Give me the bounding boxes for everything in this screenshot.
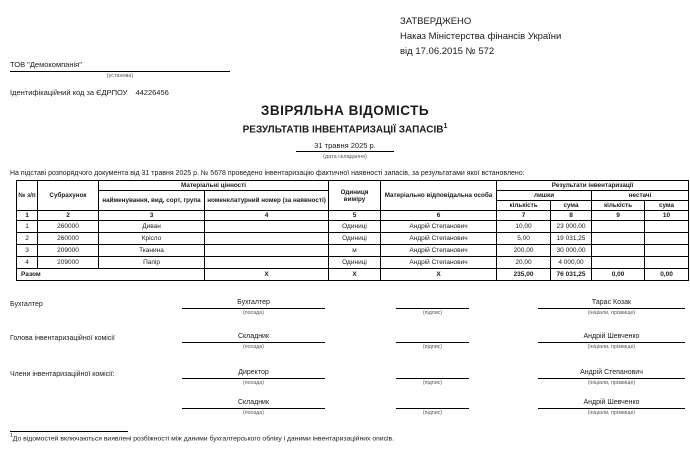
signature-position-value: Складник: [182, 333, 325, 343]
footnote: [10, 431, 680, 442]
document-date-caption: (дата складання): [323, 154, 367, 161]
col-num: 6: [381, 211, 497, 221]
cell-row-num: 1: [17, 221, 38, 233]
cell-shortage-sum: [645, 245, 689, 257]
col-header-shortage-qty: кількість: [592, 201, 645, 211]
cell-surplus-sum: 30 000,00: [551, 245, 592, 257]
organization-name: ТОВ "Демокомпанія": [10, 60, 230, 72]
approval-line-1: ЗАТВЕРДЖЕНО: [400, 16, 472, 27]
initials-caption: (ініціали, прізвище): [587, 380, 636, 386]
col-header-surplus-sum: сума: [551, 201, 592, 211]
footnote-separator: [10, 431, 128, 432]
col-num: 9: [592, 211, 645, 221]
table-row: [17, 221, 689, 233]
position-caption: (посада): [243, 410, 264, 416]
edrpou-value: 44226456: [135, 88, 169, 97]
cell-responsible: Андрій Степанович: [381, 245, 497, 257]
cell-nomenclature: [205, 221, 329, 233]
cell-shortage-sum: [645, 233, 689, 245]
cell-surplus-qty: 200,00: [497, 245, 551, 257]
cell-item-name: Тканина: [99, 245, 205, 257]
cell-shortage-qty: [592, 233, 645, 245]
signature-position-field: [182, 399, 325, 416]
total-surplus-qty: 235,00: [497, 269, 551, 281]
signature-role: Голова інвентаризаційної комісії: [10, 335, 115, 342]
cell-unit: Одиниці: [329, 257, 381, 269]
table-total-row: [17, 269, 689, 281]
cell-subaccount: 260000: [38, 233, 99, 245]
signature-position-field: [182, 333, 325, 350]
col-header-surplus-qty: кількість: [497, 201, 551, 211]
col-header-shortage: нестачі: [592, 191, 689, 201]
table-row: [17, 233, 689, 245]
position-caption: (посада): [243, 380, 264, 386]
cell-item-name: Папір: [99, 257, 205, 269]
cell-unit: м: [329, 245, 381, 257]
signature-sign-line: [396, 299, 469, 309]
cell-nomenclature: [205, 245, 329, 257]
signature-sign-field: [396, 369, 469, 386]
signature-role: Члени інвентаризаційної комісії:: [10, 371, 115, 378]
total-label: Разом: [17, 269, 205, 281]
signature-name-field: [538, 369, 685, 386]
signature-sign-field: [396, 299, 469, 316]
cell-surplus-sum: 19 031,25: [551, 233, 592, 245]
total-shortage-sum: 0,00: [645, 269, 689, 281]
total-x-nomenclature: X: [205, 269, 329, 281]
col-num: 10: [645, 211, 689, 221]
col-header-num: № з/п: [17, 181, 38, 211]
table-row: [17, 245, 689, 257]
signature-caption: (підпис): [422, 344, 443, 350]
cell-shortage-qty: [592, 257, 645, 269]
signature-name-value: Тарас Козак: [538, 299, 685, 309]
col-header-responsible: Матеріально відповідальна особа: [381, 181, 497, 211]
intro-paragraph: На підставі розпорядчого документа від 31 травня 2025 р. № 5678 проведено інвентаризацію фактичної наявності запасів, за результатами якої встановлено:: [10, 170, 525, 177]
col-header-name-kind: найменування, вид, сорт, група: [99, 191, 205, 211]
cell-shortage-sum: [645, 257, 689, 269]
inventory-table: [16, 180, 689, 281]
cell-surplus-sum: 4 000,00: [551, 257, 592, 269]
cell-subaccount: 209000: [38, 257, 99, 269]
cell-surplus-qty: 10,00: [497, 221, 551, 233]
table-row: [17, 257, 689, 269]
footnote-text-line: [10, 433, 680, 442]
col-num: 5: [329, 211, 381, 221]
approval-line-2: Наказ Міністерства фінансів України: [400, 31, 562, 42]
cell-surplus-qty: 20,00: [497, 257, 551, 269]
document-date: 31 травня 2025 р.: [296, 141, 394, 152]
col-num: 8: [551, 211, 592, 221]
col-num: 4: [205, 211, 329, 221]
cell-subaccount: 260000: [38, 221, 99, 233]
position-caption: (посада): [243, 310, 264, 316]
cell-row-num: 4: [17, 257, 38, 269]
signature-position-field: [182, 299, 325, 316]
cell-responsible: Андрій Степанович: [381, 221, 497, 233]
cell-surplus-sum: 23 000,00: [551, 221, 592, 233]
signature-row-commission-member-2: [0, 399, 690, 425]
signature-role: Бухгалтер: [10, 301, 43, 308]
col-header-unit: Одиниця виміру: [329, 181, 381, 211]
signature-name-value: Андрій Шевченко: [538, 399, 685, 409]
col-header-material-values: Матеріальні цінності: [99, 181, 329, 191]
signature-position-value: Складник: [182, 399, 325, 409]
organization-block: [10, 60, 310, 97]
cell-unit: Одиниці: [329, 221, 381, 233]
cell-shortage-qty: [592, 245, 645, 257]
signature-position-field: [182, 369, 325, 386]
cell-responsible: Андрій Степанович: [381, 233, 497, 245]
col-header-nomenclature: номенклатурний номер (за наявності): [205, 191, 329, 211]
cell-subaccount: 209000: [38, 245, 99, 257]
footnote-mark: 1: [10, 433, 13, 439]
table-header-row-1: [17, 181, 689, 191]
total-x-responsible: X: [381, 269, 497, 281]
col-num: 7: [497, 211, 551, 221]
signature-caption: (підпис): [422, 310, 443, 316]
title-block: [0, 103, 690, 160]
total-surplus-sum: 76 031,25: [551, 269, 592, 281]
cell-shortage-qty: [592, 221, 645, 233]
cell-nomenclature: [205, 257, 329, 269]
signature-position-value: Директор: [182, 369, 325, 379]
initials-caption: (ініціали, прізвище): [587, 310, 636, 316]
cell-item-name: Диван: [99, 221, 205, 233]
signature-sign-field: [396, 333, 469, 350]
initials-caption: (ініціали, прізвище): [587, 344, 636, 350]
cell-row-num: 3: [17, 245, 38, 257]
document-subtitle-text: РЕЗУЛЬТАТІВ ІНВЕНТАРИЗАЦІЇ ЗАПАСІВ: [242, 124, 444, 136]
total-x-unit: X: [329, 269, 381, 281]
position-caption: (посада): [243, 344, 264, 350]
total-shortage-qty: 0,00: [592, 269, 645, 281]
signature-row-accountant: [0, 299, 690, 325]
cell-row-num: 2: [17, 233, 38, 245]
signature-sign-line: [396, 399, 469, 409]
col-header-results: Результати інвентаризації: [497, 181, 689, 191]
document-subtitle: [0, 123, 690, 135]
signature-sign-line: [396, 333, 469, 343]
signature-name-field: [538, 333, 685, 350]
signature-row-commission-member-1: [0, 369, 690, 395]
cell-responsible: Андрій Степанович: [381, 257, 497, 269]
approval-block: [400, 14, 561, 59]
cell-nomenclature: [205, 233, 329, 245]
signature-caption: (підпис): [422, 410, 443, 416]
signature-sign-line: [396, 369, 469, 379]
col-num: 2: [38, 211, 99, 221]
subtitle-footnote-mark: 1: [443, 123, 448, 130]
edrpou-line: [10, 88, 310, 97]
initials-caption: (ініціали, прізвище): [587, 410, 636, 416]
approval-line-3: від 17.06.2015 № 572: [400, 46, 495, 57]
signature-sign-field: [396, 399, 469, 416]
signature-name-value: Андрій Степанович: [538, 369, 685, 379]
signature-name-field: [538, 299, 685, 316]
cell-unit: Одиниці: [329, 233, 381, 245]
col-num: 1: [17, 211, 38, 221]
footnote-text: До відомостей включаються виявлені розбіжності між даними бухгалтерського обліку і даними інвентаризаційних описів.: [12, 435, 394, 443]
cell-surplus-qty: 5,00: [497, 233, 551, 245]
signature-name-field: [538, 399, 685, 416]
col-num: 3: [99, 211, 205, 221]
signature-position-value: Бухгалтер: [182, 299, 325, 309]
col-header-surplus: лишки: [497, 191, 592, 201]
edrpou-label: Ідентифікаційний код за ЄДРПОУ: [10, 88, 128, 97]
cell-item-name: Крісло: [99, 233, 205, 245]
col-header-shortage-sum: сума: [645, 201, 689, 211]
organization-name-caption: (установа): [106, 73, 134, 79]
col-header-subaccount: Субрахунок: [38, 181, 99, 211]
signature-row-commission-head: [0, 333, 690, 359]
document-title: ЗВІРЯЛЬНА ВІДОМІСТЬ: [260, 103, 430, 118]
signature-name-value: Андрій Шевченко: [538, 333, 685, 343]
cell-shortage-sum: [645, 221, 689, 233]
column-numbers-row: [17, 211, 689, 221]
signature-caption: (підпис): [422, 380, 443, 386]
